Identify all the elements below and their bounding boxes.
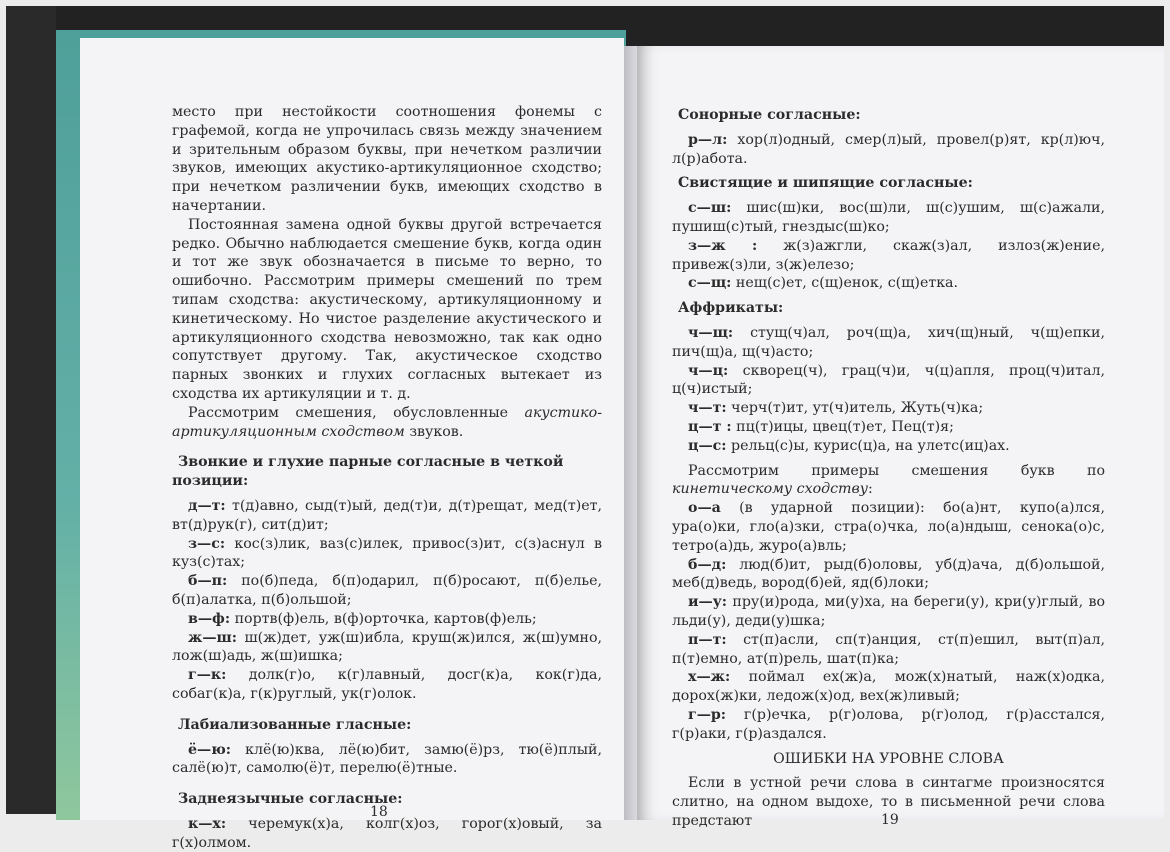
list-item: р—л: хор(л)одный, смер(л)ый, провел(р)ят, кр(л)юч, л(р)абота. (672, 131, 1105, 167)
right-page-text (672, 106, 1105, 831)
list-item (672, 668, 1105, 706)
examples-text: (в ударной позиции): бо(а)нт, купо(а)лся, ура(о)ки, гло(а)зки, стра(о)чка, ло(а)ндыш, сенока(о)с, тетро(а)дь, журо(а)вль; (672, 500, 1105, 554)
examples-text: шис(ш)ки, вос(ш)ли, ш(с)ушим, ш(с)ажали, пушиш(с)тый, гнездыс(ш)ко; (672, 200, 1105, 235)
list-item (672, 556, 1105, 594)
right-page (637, 46, 1164, 829)
examples-text: рельц(с)ы, курис(ц)а, на улетс(иц)ах. (726, 437, 1010, 454)
pair-label: с—ш: (688, 200, 732, 217)
examples-text: люд(б)ит, рыд(б)оловы, уб(д)ача, д(б)ольшой, меб(д)ведь, вород(б)ей, яд(б)локи; (672, 556, 1105, 592)
examples-text: долк(г)о, к(г)лавный, досг(к)а, кок(г)да, собаг(к)а, г(к)руглый, ук(г)олок. (172, 667, 602, 702)
examples-text: т(д)авно, сыд(т)ый, дед(т)и, д(т)рещат, мед(т)ет, вт(д)рук(г), сит(д)ит; (172, 497, 602, 533)
pair-label: г—к: (188, 667, 227, 684)
list-item (672, 437, 1105, 456)
paragraph: Рассмотрим примеры смешения букв по кинетическому сходству: (672, 462, 1105, 498)
section-heading: Заднеязычные согласные: (178, 791, 403, 808)
examples-text: стущ(ч)ал, роч(щ)а, хич(щ)ный, ч(щ)епки, пич(щ)а, щ(ч)асто; (672, 324, 1105, 360)
paragraph: Постоянная замена одной буквы другой встречается редко. Обычно наблюдается смешение букв, когда один и тот же звук обозначается в письме то верно, то ошибочно. Рассмотрим примеры смешений по трем типам сходства: акустическому, артикуляционному и кинетическому. Но чистое разделение акустического и артикуляционного сходства невозможно, так как одно сопутствует другому. Так, акустическое сходство парных звонких и глухих согласных вытекает из сходства их артикуляции и т. д. (172, 216, 602, 402)
examples-text: портв(ф)ель, в(ф)орточка, картов(ф)ель; (230, 610, 537, 627)
list-item (172, 535, 602, 573)
section-heading: Лабиализованные гласные: (178, 716, 412, 733)
pair-label: п—т: (688, 631, 727, 648)
list-item: к—х: черемук(х)а, колг(х)оз, горог(х)овый, за г(х)олмом. (172, 815, 603, 851)
list-item (672, 199, 1105, 237)
pair-label: о—а (688, 500, 721, 517)
examples-text: пц(т)ицы, цвец(т)ет, Пец(т)я; (731, 418, 954, 435)
list-item: ё—ю: клё(ю)ква, лё(ю)бит, замю(ё)рз, тю(ё)плый, салё(ю)т, самолю(ё)т, перелю(ё)тные. (172, 741, 603, 777)
paragraph: Если в устной речи слова в синтагме произносятся слитно, на одном выдохе, то в письменной речи слова предстают (672, 775, 1105, 829)
pair-label: х—ж: (688, 669, 731, 686)
examples-text: пру(и)рода, ми(у)ха, на береги(у), кри(у)глый, во льди(у), деди(у)шка; (672, 594, 1105, 629)
list-item (672, 418, 1105, 437)
list-item (672, 362, 1105, 400)
pair-label: и—у: (688, 594, 728, 611)
pair-label: б—д: (688, 556, 727, 573)
list-item (172, 666, 602, 704)
sibilant-list (672, 199, 1105, 293)
examples-text: г(р)ечка, р(г)олова, р(г)олод, г(р)асстался, г(р)аки, г(р)аздался. (672, 706, 1105, 742)
examples-text: ст(п)асли, сп(т)анция, ст(п)ешил, выт(п)ал, п(т)емно, ат(п)рель, шат(п)ка; (672, 631, 1105, 667)
pair-label: ц—с: (688, 437, 727, 454)
left-page-text (172, 103, 602, 852)
examples-text: поймал ех(ж)а, мож(х)натый, наж(х)одка, дорох(ж)ки, ледож(х)од, вех(ж)ливый; (672, 669, 1105, 705)
voiced-pairs-list (172, 497, 602, 704)
list-item (672, 631, 1105, 669)
page-number: 19 (881, 812, 899, 828)
section-heading: Сонорные согласные: (678, 107, 861, 123)
list-item (672, 706, 1105, 744)
paragraph: Рассмотрим смешения, обусловленные акустико-артикуляционным сходством звуков. (172, 404, 602, 440)
examples-text: черч(т)ит, ут(ч)итель, Жуть(ч)ка; (726, 400, 984, 417)
list-item (672, 324, 1105, 362)
pair-label: б—п: (188, 573, 228, 590)
section-heading: Звонкие и глухие парные согласные в четкой позиции: (172, 454, 564, 490)
left-page (80, 38, 624, 851)
section-heading: Свистящие и шипящие согласные: (678, 175, 973, 192)
pair-label: з—с: (188, 535, 226, 552)
pair-label: ж—ш: (188, 629, 237, 646)
examples-text: ж(з)ажгли, скаж(з)ал, излоз(ж)ение, привеж(з)ли, з(ж)елезо; (672, 237, 1105, 273)
pair-label: з—ж : (688, 237, 758, 254)
pair-label: ч—щ: (688, 324, 734, 341)
pair-label: г—р: (688, 706, 727, 723)
examples-text: по(б)педа, б(п)одарил, п(б)росают, п(б)елье, б(п)алатка, п(б)ольшой; (172, 573, 602, 608)
kinetic-list (672, 499, 1105, 743)
list-item (672, 499, 1105, 555)
examples-text: нещ(с)ет, с(щ)енок, с(щ)етка. (731, 275, 959, 292)
list-item (172, 497, 602, 535)
list-item (672, 399, 1105, 418)
page-number: 18 (370, 804, 388, 820)
examples-text: ш(ж)дет, уж(ш)ибла, круш(ж)ился, ж(ш)умно, лож(ш)адь, ж(ш)ишка; (172, 629, 602, 665)
affricate-list (672, 324, 1105, 456)
pair-label: в—ф: (188, 610, 231, 627)
list-item (672, 237, 1105, 275)
list-item (172, 629, 602, 667)
list-item (672, 274, 1105, 293)
pair-label: ц—т : (688, 418, 732, 435)
pair-label: д—т: (188, 497, 226, 514)
pair-label: ч—ц: (688, 362, 729, 379)
list-item (672, 593, 1105, 631)
book-gutter (624, 46, 638, 820)
examples-text: скворец(ч), грац(ч)и, ч(ц)апля, проц(ч)итал, ц(ч)истый; (672, 362, 1105, 398)
pair-label: с—щ: (688, 275, 732, 292)
list-item (172, 610, 602, 629)
pair-label: ч—т: (688, 400, 727, 417)
intro-paragraph: место при нестойкости соотношения фонемы с графемой, когда не упрочилась связь между значением и зрительным образом буквы, при нечетком различии звуков, имеющих акустико-артикуляционное сходство; при нечетком различении букв, имеющих сходство в начертании. (172, 104, 602, 214)
scanner-shadow-left (6, 6, 56, 814)
examples-text: кос(з)лик, ваз(с)илек, привос(з)ит, с(з)аснул в куз(с)тах; (172, 535, 602, 571)
section-heading: Аффрикаты: (678, 300, 784, 317)
section-title: ОШИБКИ НА УРОВНЕ СЛОВА (773, 750, 1004, 767)
list-item (172, 572, 602, 610)
